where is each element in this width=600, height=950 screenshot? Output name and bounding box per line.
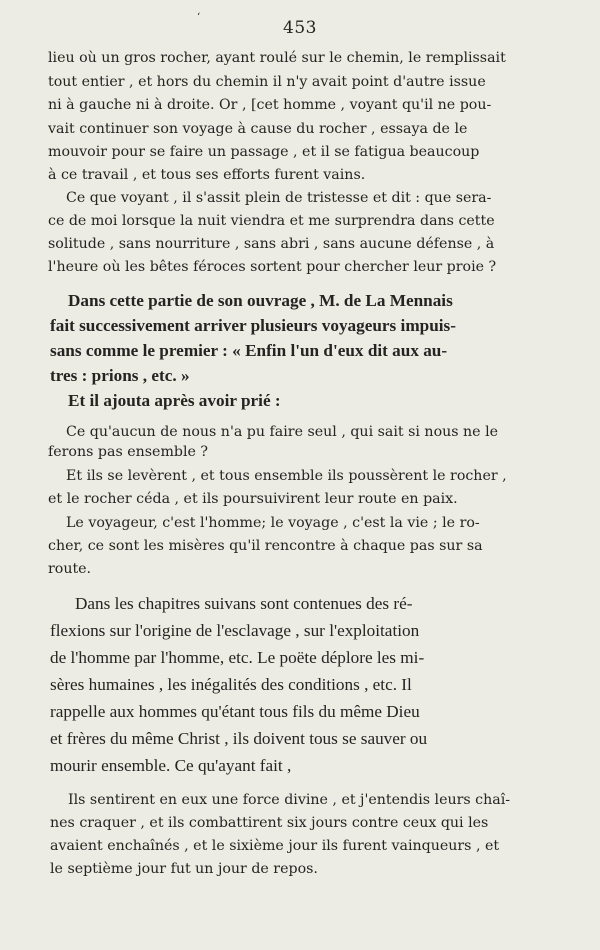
text-line: sans comme le premier : « Enfin l'un d'eux dit aux au- bbox=[50, 341, 448, 360]
text-line: mouvoir pour se faire un passage , et il se fatigua beaucoup bbox=[48, 144, 480, 160]
text-line: mourir ensemble. Ce qu'ayant fait , bbox=[50, 756, 292, 775]
text-line: tres : prions , etc. » bbox=[50, 366, 190, 385]
text-line: tout entier , et hors du chemin il n'y avait point d'autre issue bbox=[48, 74, 486, 90]
text-line: solitude , sans nourriture , sans abri , sans aucune défense , à bbox=[48, 236, 495, 252]
text-line: lieu où un gros rocher, ayant roulé sur le chemin, le remplissait bbox=[48, 50, 506, 66]
text-line: ferons pas ensemble ? bbox=[48, 444, 209, 460]
text-line: vait continuer son voyage à cause du rocher , essaya de le bbox=[48, 121, 468, 137]
page-number: 453 bbox=[283, 18, 317, 38]
text-line: le septième jour fut un jour de repos. bbox=[50, 861, 318, 877]
text-line: de l'homme par l'homme, etc. Le poëte déplore les mi- bbox=[50, 648, 425, 667]
text-line: route. bbox=[48, 561, 92, 577]
text-line: cher, ce sont les misères qu'il rencontre à chaque pas sur sa bbox=[48, 538, 483, 554]
text-line: Dans cette partie de son ouvrage , M. de La Mennais bbox=[68, 291, 453, 310]
text-line: ce de moi lorsque la nuit viendra et me surprendra dans cette bbox=[48, 213, 495, 229]
text-line: Et il ajouta après avoir prié : bbox=[68, 391, 281, 410]
text-line: Ce qu'aucun de nous n'a pu faire seul , qui sait si nous ne le bbox=[66, 424, 499, 440]
text-line: Ils sentirent en eux une force divine , et j'entendis leurs chaî- bbox=[68, 792, 511, 808]
text-line: nes craquer , et ils combattirent six jours contre ceux qui les bbox=[50, 815, 489, 831]
text-line: Le voyageur, c'est l'homme; le voyage , c'est la vie ; le ro- bbox=[66, 515, 480, 531]
text-line: Et ils se levèrent , et tous ensemble ils poussèrent le rocher , bbox=[66, 468, 507, 484]
text-line: Ce que voyant , il s'assit plein de tristesse et dit : que sera- bbox=[66, 190, 492, 206]
text-line: Dans les chapitres suivans sont contenues des ré- bbox=[75, 594, 413, 613]
text-line: avaient enchaînés , et le sixième jour ils furent vainqueurs , et bbox=[50, 838, 500, 854]
text-line: fait successivement arriver plusieurs voyageurs impuis- bbox=[50, 316, 456, 335]
text-line: et frères du même Christ , ils doivent tous se sauver ou bbox=[50, 729, 428, 748]
text-line: flexions sur l'origine de l'esclavage , sur l'exploitation bbox=[50, 621, 420, 640]
text-line: à ce travail , et tous ses efforts furent vains. bbox=[48, 167, 366, 183]
text-line: rappelle aux hommes qu'étant tous fils du même Dieu bbox=[50, 702, 420, 721]
corner-mark: ‘ bbox=[197, 12, 201, 23]
text-line: ni à gauche ni à droite. Or , [cet homme , voyant qu'il ne pou- bbox=[48, 97, 492, 113]
text-line: sères humaines , les inégalités des conditions , etc. Il bbox=[50, 675, 412, 694]
text-line: l'heure où les bêtes féroces sortent pour chercher leur proie ? bbox=[48, 259, 497, 275]
text-line: et le rocher céda , et ils poursuivirent leur route en paix. bbox=[48, 491, 458, 507]
